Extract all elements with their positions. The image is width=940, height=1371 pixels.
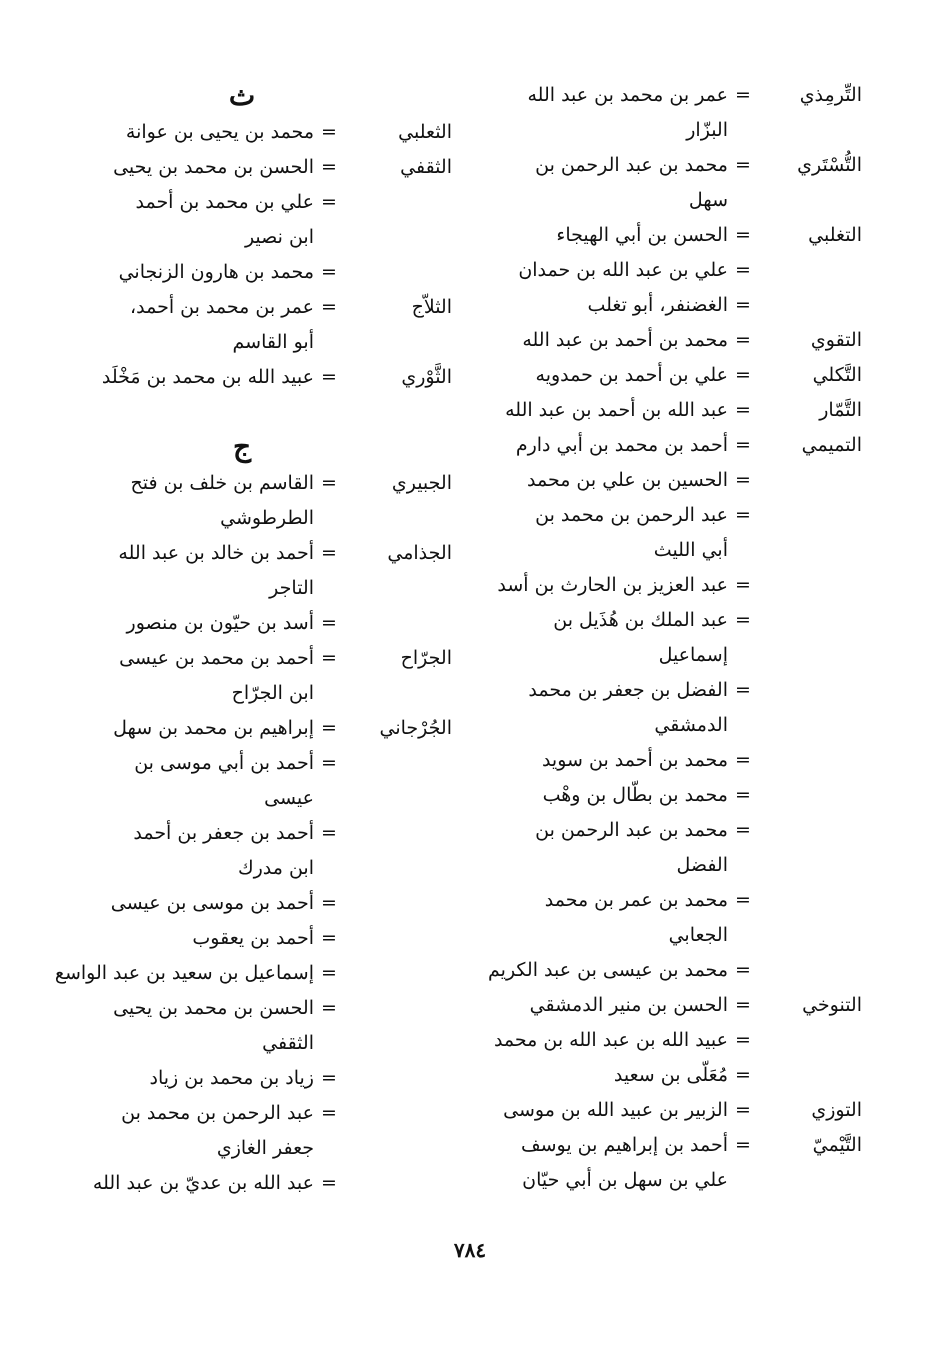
equals-sign: =	[735, 399, 751, 421]
name-line	[32, 360, 344, 395]
equals-sign: =	[735, 469, 751, 491]
person-name: علي بن سهل بن أبي حيّان	[522, 1169, 728, 1191]
person-name: محمد بن عمر بن محمد	[544, 889, 728, 911]
person-name: علي بن أحمد بن حمدويه	[535, 364, 728, 386]
equals-sign: =	[321, 542, 337, 564]
person-name: أحمد بن يعقوب	[192, 927, 314, 949]
person-name: علي بن عبد الله بن حمدان	[518, 259, 728, 281]
entry-lines	[462, 323, 758, 358]
equals-sign: =	[735, 294, 751, 316]
equals-sign: =	[735, 784, 751, 806]
name-continuation	[462, 848, 758, 883]
person-name: أحمد بن جعفر بن أحمد	[133, 822, 314, 844]
name-line	[32, 921, 344, 956]
name-line	[32, 536, 344, 571]
person-name: عبد الرحمن بن محمد بن	[121, 1102, 314, 1124]
name-line	[32, 606, 344, 641]
index-entry	[462, 428, 862, 988]
nisba-label: التُّسْتَري	[797, 154, 862, 176]
name-line	[32, 1166, 344, 1201]
nisba-label: الثلاّج	[411, 296, 452, 318]
nisba-label: التِّرمِذي	[799, 84, 862, 106]
person-name: عبد الملك بن هُذَيل بن	[553, 609, 728, 631]
equals-sign: =	[735, 1064, 751, 1086]
entry-lines	[462, 1093, 758, 1128]
equals-sign: =	[735, 889, 751, 911]
index-entry	[32, 711, 452, 1201]
person-name: عبيد الله بن محمد بن مَخْلَد	[101, 366, 314, 388]
person-name: الفضل	[676, 854, 728, 876]
person-name: عبيد الله بن عبد الله بن محمد	[493, 1029, 728, 1051]
name-continuation	[32, 676, 344, 711]
person-name: الحسين بن علي بن محمد	[526, 469, 728, 491]
equals-sign: =	[321, 717, 337, 739]
equals-sign: =	[321, 997, 337, 1019]
nisba-label: التقوي	[810, 329, 862, 351]
person-name: عمر بن محمد بن عبد الله	[527, 84, 728, 106]
index-entry	[462, 218, 862, 323]
nisba-label: الثَّوْري	[401, 366, 452, 388]
person-name: الدمشقي	[654, 714, 728, 736]
person-name: الجعابي	[668, 924, 728, 946]
equals-sign: =	[321, 472, 337, 494]
person-name: عبد العزيز بن الحارث بن أسد	[497, 574, 728, 596]
equals-sign: =	[735, 154, 751, 176]
name-line	[462, 568, 758, 603]
name-line	[462, 288, 758, 323]
equals-sign: =	[321, 612, 337, 634]
entry-lines	[32, 115, 344, 150]
person-name: محمد بن عيسى بن عبد الكريم	[488, 959, 728, 981]
person-name: محمد بن عبد الرحمن بن	[535, 154, 728, 176]
entry-lines	[462, 988, 758, 1093]
nisba-label: الجذامي	[387, 542, 452, 564]
entry-lines	[32, 290, 344, 360]
person-name: ابن مدرك	[237, 857, 314, 879]
person-name: الحسن بن محمد بن يحيى	[113, 997, 314, 1019]
person-name: عمر بن محمد بن أحمد،	[130, 296, 314, 318]
equals-sign: =	[735, 224, 751, 246]
index-entry	[32, 536, 452, 641]
name-line	[462, 813, 758, 848]
equals-sign: =	[735, 574, 751, 596]
person-name: إسماعيل	[658, 644, 728, 666]
equals-sign: =	[735, 609, 751, 631]
equals-sign: =	[321, 822, 337, 844]
name-line	[32, 746, 344, 781]
nisba-label: الثعلبي	[398, 121, 452, 143]
name-line	[32, 1096, 344, 1131]
name-line	[462, 78, 758, 113]
name-line	[32, 991, 344, 1026]
index-entry	[32, 360, 452, 395]
person-name: الطرطوشي	[220, 507, 314, 529]
person-name: أسد بن حيّون بن منصور	[126, 612, 314, 634]
person-name: القاسم بن خلف بن فتح	[130, 472, 314, 494]
name-continuation	[32, 501, 344, 536]
person-name: أحمد بن أبي موسى بن	[134, 752, 314, 774]
name-line	[462, 1128, 758, 1163]
name-line	[462, 498, 758, 533]
nisba-label: التنوخي	[802, 994, 862, 1016]
equals-sign: =	[735, 1029, 751, 1051]
entry-lines	[462, 78, 758, 148]
equals-sign: =	[735, 84, 751, 106]
entry-lines	[462, 393, 758, 428]
name-line	[32, 185, 344, 220]
name-continuation	[462, 708, 758, 743]
equals-sign: =	[735, 434, 751, 456]
person-name: سهل	[688, 189, 728, 211]
equals-sign: =	[321, 892, 337, 914]
name-line	[462, 883, 758, 918]
equals-sign: =	[735, 1134, 751, 1156]
name-line	[462, 358, 758, 393]
name-line	[462, 148, 758, 183]
equals-sign: =	[321, 191, 337, 213]
person-name: جعفر الغازي	[216, 1137, 314, 1159]
name-line	[462, 988, 758, 1023]
entry-lines	[462, 1128, 758, 1198]
name-line	[462, 743, 758, 778]
person-name: التاجر	[269, 577, 314, 599]
entry-lines	[462, 218, 758, 323]
person-name: الفضل بن جعفر بن محمد	[528, 679, 728, 701]
equals-sign: =	[735, 364, 751, 386]
index-entry	[32, 150, 452, 290]
name-line	[32, 1061, 344, 1096]
name-line	[462, 1093, 758, 1128]
person-name: عبد الله بن أحمد بن عبد الله	[505, 399, 728, 421]
person-name: أحمد بن محمد بن أبي دارم	[515, 434, 728, 456]
equals-sign: =	[321, 962, 337, 984]
name-line	[462, 673, 758, 708]
name-line	[32, 956, 344, 991]
name-line	[462, 1058, 758, 1093]
person-name: محمد بن يحيى بن عوانة	[125, 121, 314, 143]
entry-lines	[462, 428, 758, 988]
equals-sign: =	[735, 504, 751, 526]
section-heading-letter: ث	[228, 79, 256, 112]
person-name: ابن الجرّاح	[231, 682, 314, 704]
equals-sign: =	[321, 156, 337, 178]
equals-sign: =	[321, 261, 337, 283]
equals-sign: =	[321, 1067, 337, 1089]
nisba-label: التغلبي	[808, 224, 862, 246]
right-column	[462, 78, 862, 1198]
person-name: إبراهيم بن محمد بن سهل	[113, 717, 314, 739]
index-entry	[32, 641, 452, 711]
name-continuation	[462, 533, 758, 568]
index-entry	[32, 290, 452, 360]
name-continuation	[462, 113, 758, 148]
equals-sign: =	[735, 994, 751, 1016]
person-name: ابن نصير	[244, 226, 314, 248]
person-name: عبد الله بن عديّ بن عبد الله	[92, 1172, 314, 1194]
name-line	[32, 115, 344, 150]
name-continuation	[462, 638, 758, 673]
person-name: الحسن بن أبي الهيجاء	[556, 224, 728, 246]
name-line	[462, 603, 758, 638]
person-name: الثقفي	[262, 1032, 314, 1054]
nisba-label: التوزي	[811, 1099, 862, 1121]
person-name: الغضنفر، أبو تغلب	[587, 294, 728, 316]
nisba-label: الثقفي	[400, 156, 452, 178]
name-line	[32, 886, 344, 921]
equals-sign: =	[735, 819, 751, 841]
entry-lines	[462, 148, 758, 218]
name-line	[32, 641, 344, 676]
person-name: محمد بن عبد الرحمن بن	[535, 819, 728, 841]
person-name: الزبير بن عبيد الله بن موسى	[503, 1099, 728, 1121]
equals-sign: =	[321, 1172, 337, 1194]
index-entry	[462, 393, 862, 428]
person-name: أبو القاسم	[232, 331, 314, 353]
equals-sign: =	[735, 329, 751, 351]
section-heading-letter: ج	[232, 430, 252, 463]
equals-sign: =	[321, 296, 337, 318]
person-name: الحسن بن محمد بن يحيى	[113, 156, 314, 178]
name-line	[462, 778, 758, 813]
left-column	[32, 78, 452, 1201]
name-line	[462, 953, 758, 988]
index-entry	[462, 1093, 862, 1128]
nisba-label: التَّيْميّ	[812, 1134, 862, 1156]
name-continuation	[32, 571, 344, 606]
entry-lines	[462, 358, 758, 393]
equals-sign: =	[321, 647, 337, 669]
person-name: أحمد بن محمد بن عيسى	[119, 647, 314, 669]
equals-sign: =	[735, 259, 751, 281]
entry-lines	[32, 150, 344, 290]
equals-sign: =	[321, 1102, 337, 1124]
name-line	[32, 466, 344, 501]
person-name: محمد بن هارون الزنجاني	[118, 261, 314, 283]
equals-sign: =	[321, 366, 337, 388]
index-entry	[462, 323, 862, 358]
entry-lines	[32, 641, 344, 711]
person-name: محمد بن أحمد بن سويد	[541, 749, 728, 771]
equals-sign: =	[321, 927, 337, 949]
name-line	[462, 218, 758, 253]
name-continuation	[32, 220, 344, 255]
name-line	[32, 816, 344, 851]
index-entry	[32, 466, 452, 536]
person-name: عبد الرحمن بن محمد بن	[535, 504, 728, 526]
name-line	[462, 463, 758, 498]
index-entry	[462, 1128, 862, 1198]
entry-lines	[32, 711, 344, 1201]
name-line	[32, 255, 344, 290]
person-name: محمد بن بطّال بن وهْب	[542, 784, 728, 806]
person-name: أحمد بن خالد بن عبد الله	[118, 542, 314, 564]
person-name: زياد بن محمد بن زياد	[149, 1067, 314, 1089]
person-name: محمد بن أحمد بن عبد الله	[522, 329, 728, 351]
index-entry	[462, 358, 862, 393]
name-line	[462, 323, 758, 358]
person-name: إسماعيل بن سعيد بن عبد الواسع	[54, 962, 314, 984]
nisba-label: الجُرْجاني	[379, 717, 452, 739]
name-line	[32, 711, 344, 746]
name-continuation	[32, 1026, 344, 1061]
name-continuation	[462, 1163, 758, 1198]
person-name: أبي الليث	[653, 539, 728, 561]
person-name: عيسى	[264, 787, 314, 809]
name-line	[462, 1023, 758, 1058]
index-entry	[462, 78, 862, 148]
entry-lines	[32, 466, 344, 536]
equals-sign: =	[321, 752, 337, 774]
equals-sign: =	[735, 749, 751, 771]
name-continuation	[32, 1131, 344, 1166]
person-name: علي بن محمد بن أحمد	[135, 191, 314, 213]
nisba-label: التَّكلي	[812, 364, 862, 386]
person-name: الحسن بن منير الدمشقي	[529, 994, 728, 1016]
name-continuation	[32, 325, 344, 360]
index-entry	[462, 988, 862, 1093]
name-continuation	[462, 918, 758, 953]
name-line	[462, 428, 758, 463]
person-name: أحمد بن موسى بن عيسى	[110, 892, 314, 914]
name-line	[32, 290, 344, 325]
nisba-label: التَّمّار	[819, 399, 862, 421]
equals-sign: =	[735, 1099, 751, 1121]
person-name: البزّار	[686, 119, 728, 141]
name-continuation	[32, 781, 344, 816]
nisba-label: التميمي	[801, 434, 862, 456]
person-name: مُعَلّى بن سعيد	[613, 1064, 728, 1086]
equals-sign: =	[735, 959, 751, 981]
entry-lines	[32, 536, 344, 641]
name-line	[462, 393, 758, 428]
name-line	[462, 253, 758, 288]
name-continuation	[32, 851, 344, 886]
name-line	[32, 150, 344, 185]
page-number: ٧٨٤	[453, 1238, 487, 1262]
nisba-label: الجرّاح	[400, 647, 452, 669]
equals-sign: =	[735, 679, 751, 701]
person-name: أحمد بن إبراهيم بن يوسف	[520, 1134, 728, 1156]
name-continuation	[462, 183, 758, 218]
index-entry	[32, 115, 452, 150]
equals-sign: =	[321, 121, 337, 143]
entry-lines	[32, 360, 344, 395]
nisba-label: الجبيري	[391, 472, 452, 494]
index-entry	[462, 148, 862, 218]
